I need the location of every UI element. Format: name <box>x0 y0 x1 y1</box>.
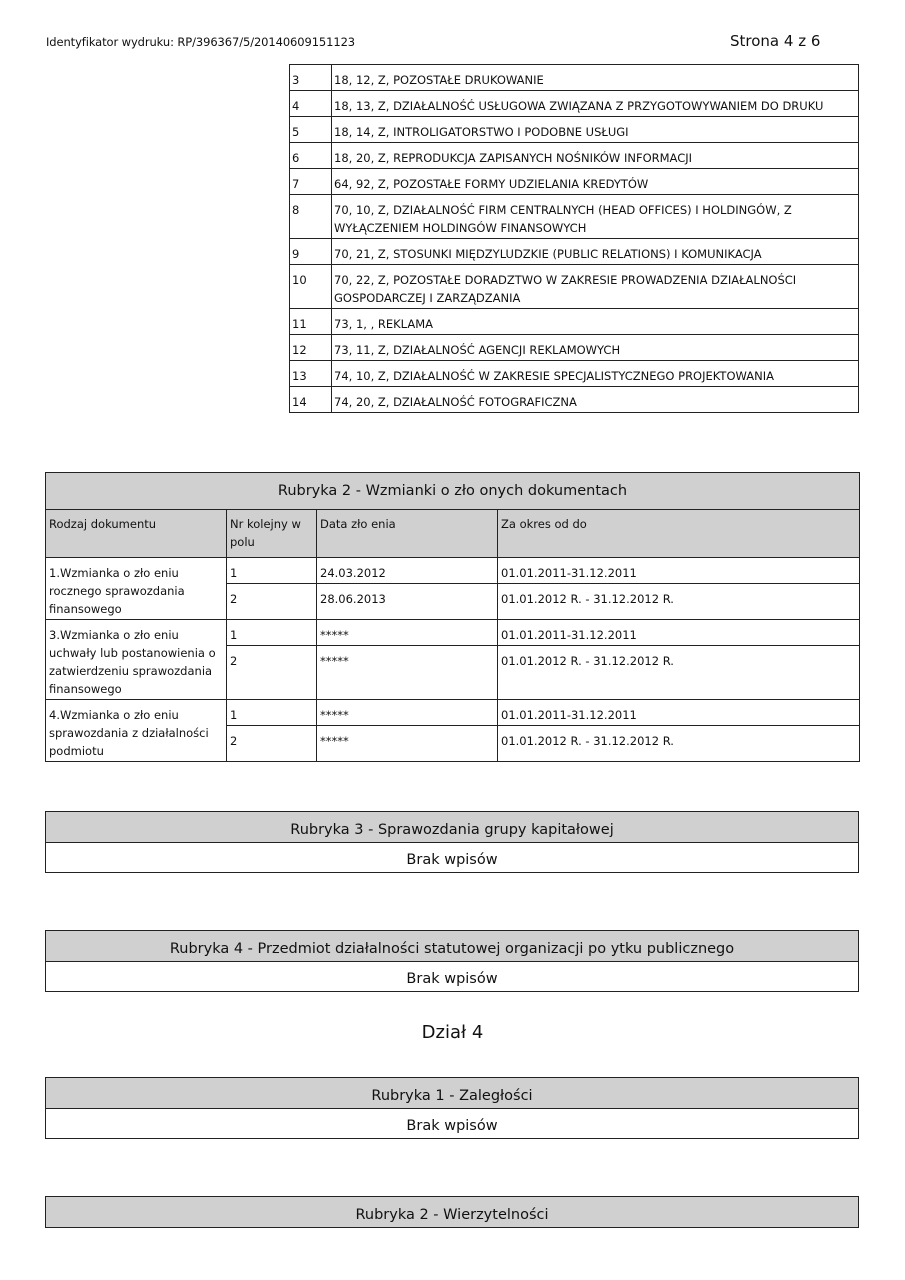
pkd-description: 18, 20, Z, REPRODUKCJA ZAPISANYCH NOŚNIKÓW INFORMACJI <box>332 143 859 169</box>
filing-date: 24.03.2012 <box>317 558 498 584</box>
filing-date: ***** <box>317 700 498 726</box>
division-heading: Dział 4 <box>421 1022 484 1043</box>
filing-date: 28.06.2013 <box>317 584 498 620</box>
pkd-description: 74, 10, Z, DZIAŁALNOŚĆ W ZAKRESIE SPECJALISTYCZNEGO PROJEKTOWANIA <box>332 361 859 387</box>
table-row <box>290 143 859 169</box>
column-header: Rodzaj dokumentu <box>46 510 227 558</box>
entry-number: 2 <box>227 646 317 700</box>
document-type: 4.Wzmianka o zło eniu sprawozdania z działalności podmiotu <box>46 700 227 762</box>
pkd-table <box>289 64 859 413</box>
print-identifier: Identyfikator wydruku: RP/396367/5/20140609151123 <box>46 35 355 49</box>
entry-number: 1 <box>227 558 317 584</box>
period: 01.01.2012 R. - 31.12.2012 R. <box>498 646 860 700</box>
pkd-description: 18, 14, Z, INTROLIGATORSTWO I PODOBNE USŁUGI <box>332 117 859 143</box>
section-title: Rubryka 3 - Sprawozdania grupy kapitałowej <box>46 812 858 843</box>
row-number: 12 <box>290 335 332 361</box>
column-header: Za okres od do <box>498 510 860 558</box>
table-row <box>46 620 860 646</box>
row-number: 7 <box>290 169 332 195</box>
period: 01.01.2011-31.12.2011 <box>498 558 860 584</box>
table-row <box>290 65 859 91</box>
section-title: Rubryka 2 - Wzmianki o zło onych dokumentach <box>46 473 860 510</box>
row-number: 4 <box>290 91 332 117</box>
section-title: Rubryka 4 - Przedmiot działalności statutowej organizacji po ytku publicznego <box>46 931 858 962</box>
d4-rubryka-2-box <box>45 1196 859 1228</box>
period: 01.01.2011-31.12.2011 <box>498 620 860 646</box>
d4-rubryka-1-box <box>45 1077 859 1139</box>
table-row <box>290 361 859 387</box>
document-type: 1.Wzmianka o zło eniu rocznego sprawozdania finansowego <box>46 558 227 620</box>
rubryka-2-table <box>45 472 860 762</box>
row-number: 9 <box>290 239 332 265</box>
filing-date: ***** <box>317 620 498 646</box>
table-row <box>290 239 859 265</box>
row-number: 13 <box>290 361 332 387</box>
empty-entries-text: Brak wpisów <box>406 1118 498 1134</box>
pkd-description: 64, 92, Z, POZOSTAŁE FORMY UDZIELANIA KREDYTÓW <box>332 169 859 195</box>
pkd-description: 18, 12, Z, POZOSTAŁE DRUKOWANIE <box>332 65 859 91</box>
entry-number: 2 <box>227 726 317 762</box>
entry-number: 2 <box>227 584 317 620</box>
table-row <box>290 195 859 239</box>
table-header-row <box>46 510 860 558</box>
page-number: Strona 4 z 6 <box>730 32 821 50</box>
pkd-description: 73, 1, , REKLAMA <box>332 309 859 335</box>
table-row <box>290 309 859 335</box>
table-row <box>46 700 860 726</box>
column-header: Data zło enia <box>317 510 498 558</box>
entry-number: 1 <box>227 620 317 646</box>
period: 01.01.2011-31.12.2011 <box>498 700 860 726</box>
filing-date: ***** <box>317 726 498 762</box>
pkd-description: 18, 13, Z, DZIAŁALNOŚĆ USŁUGOWA ZWIĄZANA Z PRZYGOTOWYWANIEM DO DRUKU <box>332 91 859 117</box>
empty-entries-text: Brak wpisów <box>406 971 498 987</box>
pkd-description: 73, 11, Z, DZIAŁALNOŚĆ AGENCJI REKLAMOWYCH <box>332 335 859 361</box>
empty-entries-text: Brak wpisów <box>406 852 498 868</box>
pkd-description: 70, 22, Z, POZOSTAŁE DORADZTWO W ZAKRESIE PROWADZENIA DZIAŁALNOŚCI GOSPODARCZEJ I ZARZĄDZANIA <box>332 265 859 309</box>
document-type: 3.Wzmianka o zło eniu uchwały lub postanowienia o zatwierdzeniu sprawozdania finansowego <box>46 620 227 700</box>
row-number: 11 <box>290 309 332 335</box>
table-row <box>290 91 859 117</box>
rubryka-3-box <box>45 811 859 873</box>
filing-date: ***** <box>317 646 498 700</box>
column-header: Nr kolejny w polu <box>227 510 317 558</box>
row-number: 14 <box>290 387 332 413</box>
table-row <box>290 265 859 309</box>
table-row <box>290 335 859 361</box>
rubryka-4-box <box>45 930 859 992</box>
table-row <box>290 169 859 195</box>
table-row <box>290 117 859 143</box>
pkd-description: 70, 10, Z, DZIAŁALNOŚĆ FIRM CENTRALNYCH (HEAD OFFICES) I HOLDINGÓW, Z WYŁĄCZENIEM HOLDINGÓW FINANSOWYCH <box>332 195 859 239</box>
row-number: 10 <box>290 265 332 309</box>
section-title: Rubryka 1 - Zaległości <box>46 1078 858 1109</box>
period: 01.01.2012 R. - 31.12.2012 R. <box>498 726 860 762</box>
row-number: 6 <box>290 143 332 169</box>
pkd-description: 74, 20, Z, DZIAŁALNOŚĆ FOTOGRAFICZNA <box>332 387 859 413</box>
entry-number: 1 <box>227 700 317 726</box>
table-row <box>290 387 859 413</box>
pkd-description: 70, 21, Z, STOSUNKI MIĘDZYLUDZKIE (PUBLIC RELATIONS) I KOMUNIKACJA <box>332 239 859 265</box>
row-number: 3 <box>290 65 332 91</box>
period: 01.01.2012 R. - 31.12.2012 R. <box>498 584 860 620</box>
section-title: Rubryka 2 - Wierzytelności <box>46 1197 858 1227</box>
row-number: 5 <box>290 117 332 143</box>
row-number: 8 <box>290 195 332 239</box>
table-row <box>46 558 860 584</box>
